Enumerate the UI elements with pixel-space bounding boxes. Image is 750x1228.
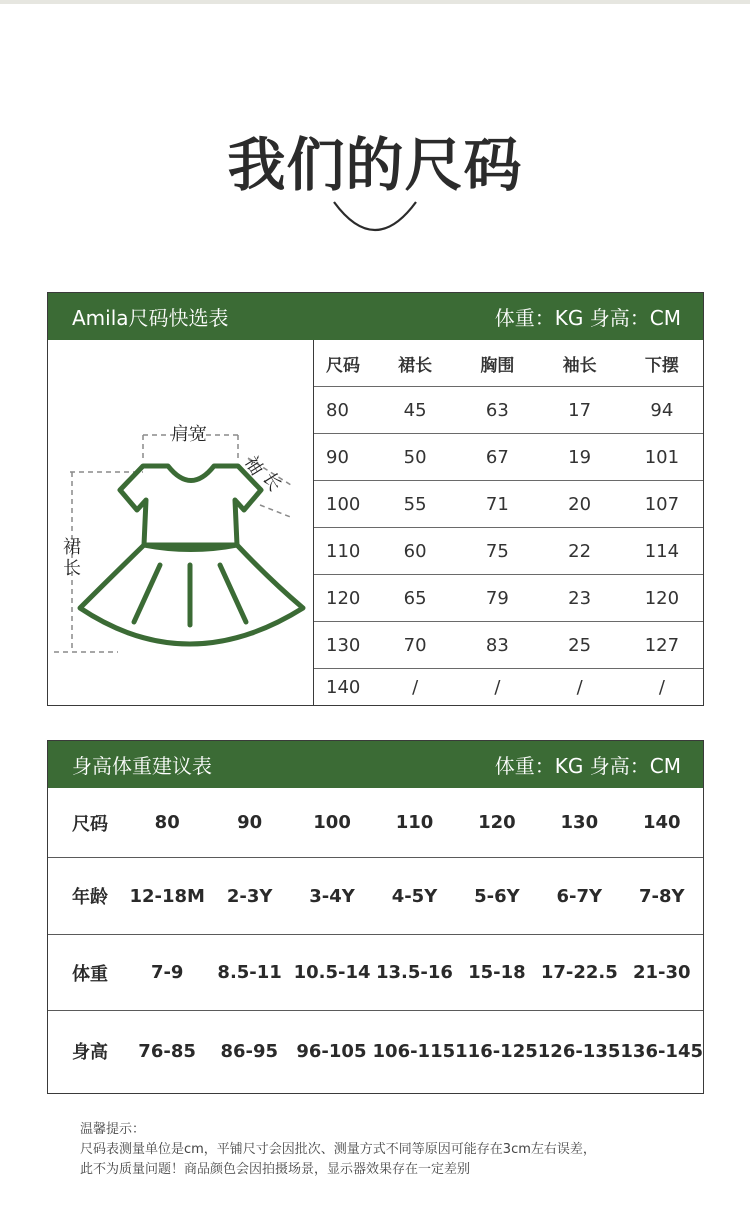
table-cell: 60 [403, 540, 427, 562]
notes-line: 此不为质量问题！商品颜色会因拍摄场景，显示器效果存在一定差别 [80, 1162, 471, 1177]
quick-size-table-header [48, 293, 703, 340]
table-cell: 100 [313, 812, 351, 833]
table-cell: 106-115 [372, 1040, 456, 1062]
table-cell: 79 [485, 587, 509, 609]
table-cell: 80 [154, 812, 180, 833]
top-divider [0, 0, 750, 4]
notes-heading: 温馨提示： [80, 1122, 146, 1137]
notes-block [80, 1120, 596, 1180]
table-cell: 86-95 [220, 1040, 279, 1062]
quick-size-table-title: Amila尺码快选表 [72, 306, 229, 330]
table-row [48, 858, 703, 935]
table-cell: 4-5Y [391, 885, 438, 907]
size-grid [314, 340, 703, 705]
table-cell: 90 [326, 446, 349, 468]
column-header-dress-length: 裙长 [398, 355, 433, 376]
dress-outline-icon [48, 340, 314, 705]
table-cell: 71 [485, 493, 509, 515]
table-cell: 10.5-14 [293, 962, 371, 983]
table-cell: 13.5-16 [376, 962, 453, 983]
sleeve-label-top: 袖 [240, 452, 268, 479]
table-cell: / [658, 676, 665, 698]
table-cell: 110 [395, 812, 434, 833]
table-row [314, 434, 703, 481]
table-row [314, 481, 703, 528]
table-cell: 8.5-11 [217, 962, 282, 983]
table-cell: 12-18M [129, 885, 205, 907]
table-cell: 126-135 [537, 1040, 621, 1062]
table-cell: 114 [644, 540, 680, 562]
table-cell: 127 [644, 634, 680, 656]
table-cell: 136-145 [620, 1040, 704, 1062]
table-cell: 5-6Y [474, 885, 520, 907]
table-cell: 15-18 [468, 962, 526, 983]
table-cell: 55 [403, 493, 427, 515]
table-cell: 75 [485, 540, 509, 562]
table-cell: 63 [485, 399, 509, 421]
row-label-age: 年龄 [72, 887, 108, 908]
table-cell: 96-105 [296, 1040, 367, 1062]
column-header-chest: 胸围 [480, 355, 515, 376]
table-cell: 120 [326, 587, 361, 609]
smile-curve-icon [330, 198, 420, 238]
height-weight-table-header [48, 741, 703, 788]
table-cell: 45 [403, 399, 427, 421]
table-cell: 7-8Y [638, 885, 685, 907]
table-cell: / [576, 676, 583, 698]
column-header-size: 尺码 [326, 355, 360, 376]
page-title: 我们的尺码 [227, 131, 523, 199]
quick-size-table-units: 体重：KG 身高：CM [494, 306, 681, 330]
table-row [48, 788, 703, 858]
table-cell: 67 [485, 446, 509, 468]
table-cell: 50 [403, 446, 427, 468]
size-grid-header-row [314, 340, 703, 387]
table-cell: / [412, 676, 419, 698]
table-row [314, 387, 703, 434]
table-cell: 120 [478, 812, 516, 833]
column-header-sleeve: 袖长 [562, 355, 597, 376]
sleeve-label-bottom: 长 [258, 468, 286, 495]
table-cell: 94 [650, 399, 674, 421]
column-header-hem: 下摆 [644, 355, 679, 376]
table-row [48, 1011, 703, 1091]
height-weight-table-title: 身高体重建议表 [72, 754, 212, 778]
dress-length-label-top: 裙 [63, 537, 81, 558]
table-row [314, 622, 703, 669]
table-cell: 17-22.5 [540, 962, 618, 983]
table-cell: 21-30 [632, 962, 691, 983]
shoulder-width-label: 肩宽 [171, 424, 207, 445]
table-cell: 130 [326, 634, 361, 656]
table-cell: 3-4Y [309, 885, 355, 907]
table-cell: 80 [326, 399, 349, 421]
table-cell: 65 [403, 587, 427, 609]
table-row [314, 528, 703, 575]
table-cell: 83 [485, 634, 509, 656]
table-cell: 100 [326, 493, 361, 515]
table-cell: 6-7Y [556, 885, 603, 907]
row-label-height: 身高 [72, 1042, 108, 1063]
table-cell: / [494, 676, 501, 698]
table-cell: 110 [326, 540, 361, 562]
table-cell: 7-9 [150, 962, 184, 983]
table-row [314, 575, 703, 622]
table-cell: 116-125 [455, 1040, 538, 1062]
dress-length-label-bottom: 长 [63, 558, 81, 579]
height-weight-table-units: 体重：KG 身高：CM [494, 754, 681, 778]
table-cell: 70 [403, 634, 427, 656]
table-cell: 130 [560, 812, 599, 833]
table-cell: 25 [568, 634, 592, 656]
table-cell: 23 [568, 587, 592, 609]
table-cell: 140 [642, 812, 681, 833]
table-cell: 140 [326, 676, 361, 698]
table-row [48, 935, 703, 1011]
height-weight-table [47, 740, 704, 1094]
table-cell: 19 [568, 446, 592, 468]
notes-line: 尺码表测量单位是cm，平铺尺寸会因批次、测量方式不同等原因可能存在3cm左右误差， [80, 1142, 596, 1157]
table-cell: 2-3Y [226, 885, 273, 907]
table-row [314, 669, 703, 705]
row-label-weight: 体重 [72, 963, 108, 985]
table-cell: 107 [644, 493, 680, 515]
table-cell: 90 [237, 812, 263, 833]
table-cell: 17 [568, 399, 592, 421]
table-cell: 120 [644, 587, 680, 609]
table-cell: 76-85 [138, 1040, 196, 1062]
table-cell: 101 [644, 446, 680, 468]
quick-size-table [47, 292, 704, 706]
table-cell: 22 [568, 540, 592, 562]
dress-illustration [48, 340, 314, 705]
row-label-size: 尺码 [72, 813, 108, 835]
table-cell: 20 [568, 493, 592, 515]
